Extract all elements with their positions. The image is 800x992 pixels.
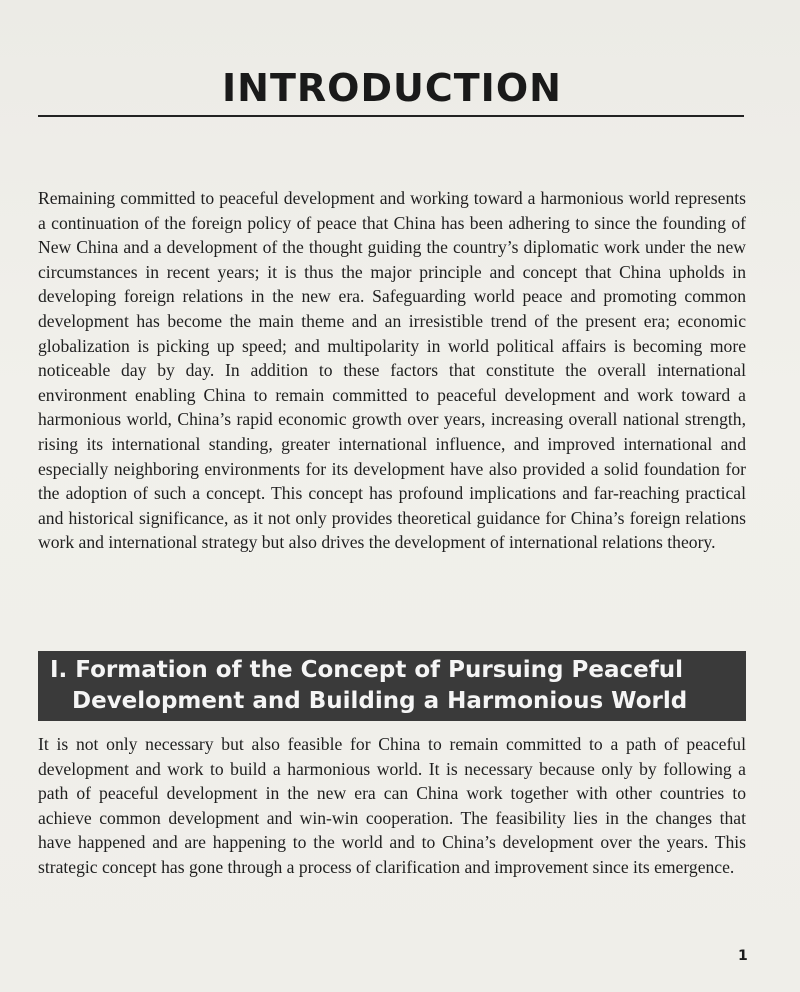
page-number: 1: [738, 948, 748, 964]
section-paragraph: It is not only necessary but also feasible for China to remain committed to a path of peaceful development and work to build a harmonious world. It is necessary because only by following a path of peaceful development in the new era can China work together with other countries to achieve common development and win-win cooperation. The feasibility lies in the changes that have happened and are happening to the world and to China’s development over the years. This strategic concept has gone through a process of clarification and improvement since its emergence.: [38, 734, 746, 877]
section-heading: I. Formation of the Concept of Pursuing Peaceful Development and Building a Harmonious World: [50, 657, 688, 714]
intro-paragraph: Remaining committed to peaceful development and working toward a harmonious world represents a continuation of the foreign policy of peace that China has been adhering to since the founding of New China and a development of the thought guiding the country’s diplomatic work under the new circumstances in recent years; it is thus the major principle and concept that China upholds in developing foreign relations in the new era. Safeguarding world peace and promoting common development has become the main theme and an irresistible trend of the present era; economic globalization is picking up speed; and multipolarity in world political affairs is becoming more noticeable day by day. In addition to these factors that constitute the overall international environment enabling China to remain committed to peaceful development and work toward a harmonious world, China’s rapid economic growth over years, increasing overall national strength, rising its international standing, greater international influence, and improved international and especially neighboring environments for its development have also provided a solid foundation for the adoption of such a concept. This concept has profound implications and far-reaching practical and historical significance, as it not only provides theoretical guidance for China’s foreign relations work and international strategy but also drives the development of international relations theory.: [38, 188, 746, 553]
title-underline: [38, 115, 744, 117]
chapter-title: INTRODUCTION: [222, 66, 562, 110]
section-banner: [38, 651, 746, 721]
